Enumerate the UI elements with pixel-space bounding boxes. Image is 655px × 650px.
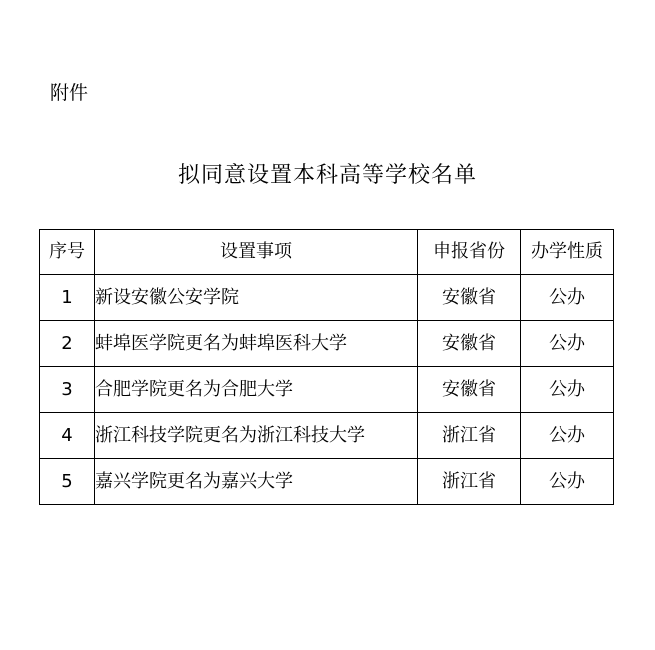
row-setup-item: 嘉兴学院更名为嘉兴大学 [95,459,418,505]
header-setup-item: 设置事项 [95,230,418,275]
row-province: 安徽省 [418,321,521,367]
header-school-type: 办学性质 [521,230,614,275]
table-row [40,413,614,459]
table-row [40,367,614,413]
row-serial-number: 4 [40,413,95,459]
row-setup-item: 新设安徽公安学院 [95,275,418,321]
table-row [40,275,614,321]
row-school-type: 公办 [521,275,614,321]
row-province: 安徽省 [418,367,521,413]
row-serial-number: 2 [40,321,95,367]
attachment-label: 附件 [50,82,89,104]
row-school-type: 公办 [521,367,614,413]
header-serial-number: 序号 [40,230,95,275]
row-setup-item: 浙江科技学院更名为浙江科技大学 [95,413,418,459]
table-row [40,321,614,367]
table-header-row [40,230,614,275]
row-school-type: 公办 [521,321,614,367]
row-school-type: 公办 [521,459,614,505]
row-setup-item: 蚌埠医学院更名为蚌埠医科大学 [95,321,418,367]
row-setup-item: 合肥学院更名为合肥大学 [95,367,418,413]
document-title: 拟同意设置本科高等学校名单 [177,163,477,188]
row-province: 浙江省 [418,459,521,505]
header-province: 申报省份 [418,230,521,275]
table-row [40,459,614,505]
university-list-table [39,229,614,505]
row-province: 浙江省 [418,413,521,459]
row-province: 安徽省 [418,275,521,321]
row-serial-number: 1 [40,275,95,321]
row-school-type: 公办 [521,413,614,459]
row-serial-number: 5 [40,459,95,505]
row-serial-number: 3 [40,367,95,413]
